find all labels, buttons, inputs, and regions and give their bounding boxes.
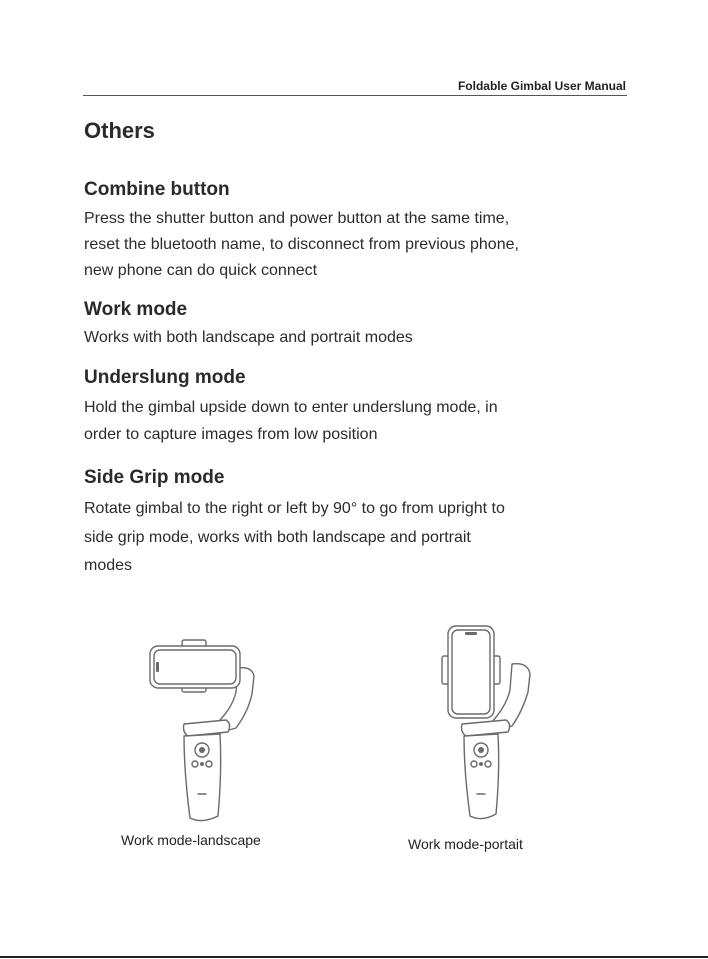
body-line: modes — [84, 557, 133, 574]
body-line: Rotate gimbal to the right or left by 90° to go from upright to — [84, 500, 505, 517]
body-line: side grip mode, works with both landscape and portrait — [84, 529, 471, 546]
section-title-side-grip-mode: Side Grip mode — [84, 467, 225, 488]
bottom-divider — [0, 956, 708, 958]
body-line: reset the bluetooth name, to disconnect from previous phone, — [84, 236, 519, 253]
body-line: new phone can do quick connect — [84, 262, 318, 279]
section-title-underslung-mode: Underslung mode — [84, 367, 246, 388]
body-line: Press the shutter button and power button at the same time, — [84, 210, 510, 227]
gimbal-portrait-icon — [436, 622, 546, 822]
section-title-work-mode: Work mode — [84, 299, 188, 320]
body-line: Hold the gimbal upside down to enter underslung mode, in — [84, 399, 498, 416]
body-line: Works with both landscape and portrait modes — [84, 329, 413, 346]
page-title: Others — [84, 118, 155, 143]
body-line: order to capture images from low position — [84, 426, 378, 443]
section-title-combine-button: Combine button — [84, 179, 230, 200]
figure-caption-portrait: Work mode-portait — [408, 836, 523, 852]
header-divider — [83, 95, 627, 96]
gimbal-landscape-icon — [140, 632, 270, 824]
figure-caption-landscape: Work mode-landscape — [121, 832, 261, 848]
header-title: Foldable Gimbal User Manual — [457, 79, 626, 93]
